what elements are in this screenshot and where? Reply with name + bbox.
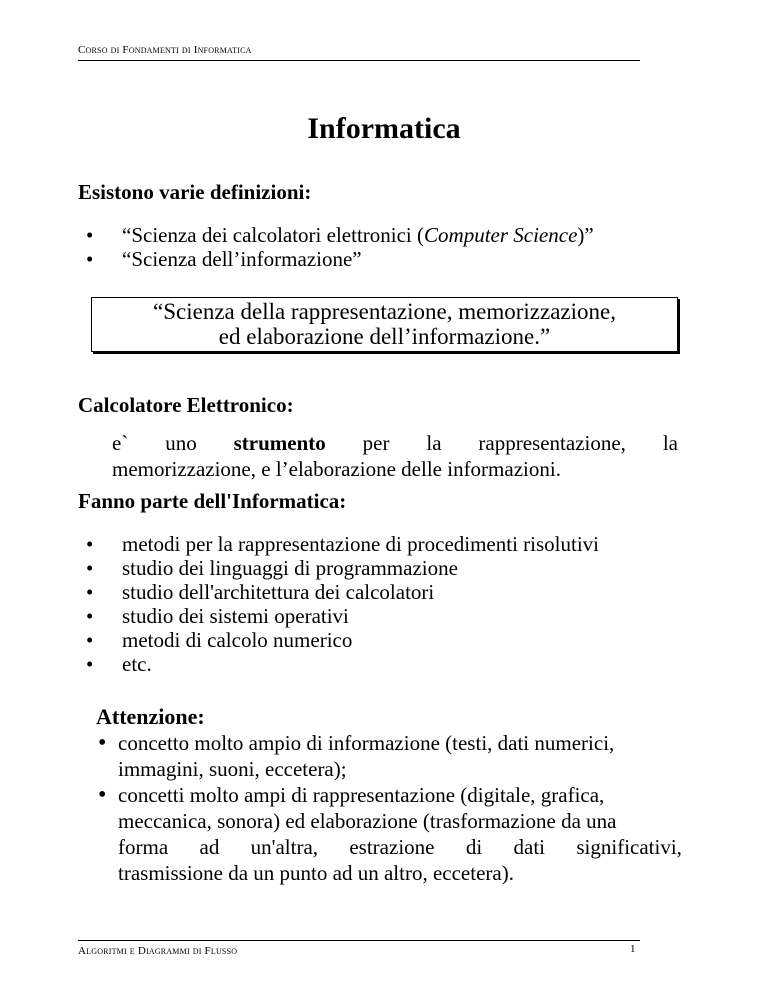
bullet: • xyxy=(86,628,94,652)
calcolatore-heading: Calcolatore Elettronico: xyxy=(78,393,294,417)
definition-text: )” xyxy=(577,223,594,247)
word: significativi, xyxy=(576,835,682,859)
list-item-line xyxy=(118,834,682,860)
bullet: • xyxy=(86,223,94,247)
definition-text: “Scienza dei calcolatori elettronici ( xyxy=(122,223,425,247)
attenzione-heading: Attenzione: xyxy=(96,704,205,729)
word: e` xyxy=(112,431,129,455)
definition-text: “Scienza dell’informazione” xyxy=(122,247,362,271)
word: forma xyxy=(118,835,169,859)
definitions-heading: Esistono varie definizioni: xyxy=(78,180,312,204)
word: per xyxy=(362,431,390,455)
word: dati xyxy=(513,835,546,859)
footer-rule xyxy=(78,940,640,941)
list-item xyxy=(78,604,599,628)
bullet: • xyxy=(86,532,94,556)
calcolatore-description xyxy=(112,430,678,482)
list-item-line: concetti molto ampi di rappresentazione (digitale, grafica, xyxy=(118,783,605,807)
fanno-parte-heading: Fanno parte dell'Informatica: xyxy=(78,489,347,513)
word-strong: strumento xyxy=(233,431,326,455)
list-item-text: studio dei sistemi operativi xyxy=(122,604,349,628)
list-item-text: studio dei linguaggi di programmazione xyxy=(122,556,458,580)
list-item xyxy=(96,782,682,886)
list-item xyxy=(78,652,599,676)
list-item-text: etc. xyxy=(122,652,152,676)
list-item-line: trasmissione da un punto ad un altro, eccetera). xyxy=(118,861,514,885)
running-header: Corso di Fondamenti di Informatica xyxy=(78,44,252,56)
header-rule xyxy=(78,60,640,61)
list-item xyxy=(78,628,599,652)
bullet: • xyxy=(86,580,94,604)
bullet: • xyxy=(86,556,94,580)
bullet: • xyxy=(98,730,107,756)
definitions-list xyxy=(78,223,594,271)
list-item-line: concetto molto ampio di informazione (testi, dati numerici, xyxy=(118,731,615,755)
bullet: • xyxy=(86,604,94,628)
list-item xyxy=(78,247,594,271)
description-line: memorizzazione, e l’elaborazione delle informazioni. xyxy=(112,457,561,481)
list-item xyxy=(78,223,594,247)
word: un'altra, xyxy=(250,835,319,859)
definition-box-line: ed elaborazione dell’informazione.” xyxy=(218,324,551,349)
bullet: • xyxy=(86,247,94,271)
definition-emphasis: Computer Science xyxy=(424,223,578,247)
attenzione-section xyxy=(96,704,682,886)
list-item xyxy=(78,556,599,580)
list-item xyxy=(78,580,599,604)
word: rappresentazione, xyxy=(478,431,626,455)
bullet: • xyxy=(86,652,94,676)
list-item-line: immagini, suoni, eccetera); xyxy=(118,757,347,781)
word: uno xyxy=(165,431,197,455)
word: estrazione xyxy=(349,835,435,859)
page-number: 1 xyxy=(630,943,636,955)
running-footer: Algoritmi e Diagrammi di Flusso xyxy=(78,945,238,957)
definition-box-line: “Scienza della rappresentazione, memorizzazione, xyxy=(153,299,616,324)
definition-box xyxy=(91,297,678,352)
word: ad xyxy=(199,835,220,859)
fanno-parte-list xyxy=(78,532,599,676)
list-item-text: studio dell'architettura dei calcolatori xyxy=(122,580,435,604)
list-item-line: meccanica, sonora) ed elaborazione (trasformazione da una xyxy=(118,809,617,833)
description-line xyxy=(112,430,678,456)
bullet: • xyxy=(98,782,107,808)
word: la xyxy=(426,431,442,455)
list-item xyxy=(78,532,599,556)
list-item-text: metodi per la rappresentazione di procedimenti risolutivi xyxy=(122,532,600,556)
word: la xyxy=(662,431,678,455)
list-item-text: metodi di calcolo numerico xyxy=(122,628,353,652)
page-title: Informatica xyxy=(307,112,461,145)
word: di xyxy=(465,835,483,859)
list-item xyxy=(96,730,682,782)
